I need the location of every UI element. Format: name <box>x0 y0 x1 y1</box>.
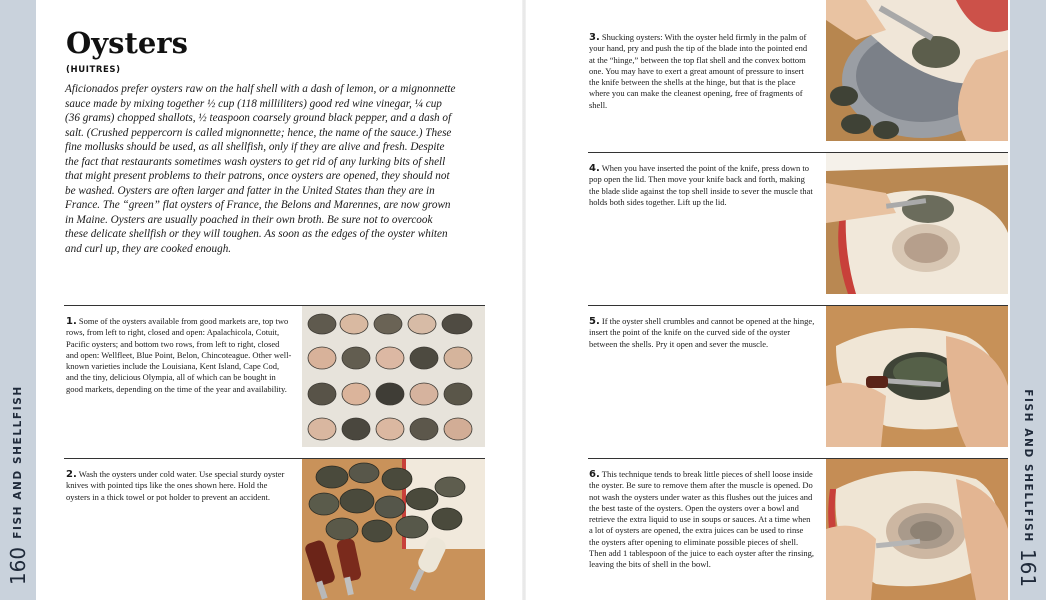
lifting-lid-photo <box>826 153 1008 294</box>
side-entry-photo <box>826 306 1008 447</box>
step-1-number: 1. <box>66 316 77 327</box>
oysters-and-knives-photo <box>302 459 485 600</box>
step-6 <box>589 469 815 571</box>
recipe-title: Oysters <box>66 26 188 60</box>
section-label-left: FISH AND SHELLFISH <box>12 385 24 539</box>
opened-oyster-photo <box>826 459 1008 600</box>
step-2-text: Wash the oysters under cold water. Use special sturdy oyster knives with pointed tips like the ones shown here. Hold the oysters in a thick towel or pot holder to prevent an accident. <box>66 469 285 502</box>
step-5-text: If the oyster shell crumbles and cannot be opened at the hinge, insert the point of the knife on the curved side of the oyster between the shells. Pry it open and sever the muscle. <box>589 316 815 349</box>
oyster-varieties-photo <box>302 306 485 447</box>
step-2 <box>66 469 292 503</box>
step-4 <box>589 163 815 208</box>
step-3 <box>589 32 815 111</box>
step-1 <box>66 316 292 395</box>
section-label-right: FISH AND SHELLFISH <box>1022 389 1034 543</box>
step-5 <box>589 316 815 350</box>
step-6-number: 6. <box>589 469 600 480</box>
step-3-number: 3. <box>589 32 600 43</box>
page-number-right: 161 <box>1016 548 1040 588</box>
step-3-text: Shucking oysters: With the oyster held firmly in the palm of your hand, pry and push the tip of the blade into the pointed end at the “hinge,” between the top flat shell and the convex bottom one. You may have to exert a great amount of pressure to insert the knife between the shells at the hinge, but that is the place where you can make the cleanest opening, free of fragments of shell. <box>589 32 808 110</box>
step-2-number: 2. <box>66 469 77 480</box>
page-number-left: 160 <box>6 546 30 586</box>
step-1-text: Some of the oysters available from good markets are, top two rows, from left to right, closed and open: Apalachicola, Cotuit, Pacific oysters; and bottom two rows, from left to right, closed and open: Wellfleet, Blue Point, Belon, Chincoteague. Other well-known varieties include the Louisiana, Kent Island, Cape Cod, and the tiny, delicious Olympia, all of which can be bought in good markets, depending on the time of the year and availability. <box>66 316 292 394</box>
shucking-hinge-photo <box>826 0 1008 141</box>
intro-paragraph: Aficionados prefer oysters raw on the half shell with a dash of lemon, or a mignonnette sauce made by mixing together ½ cup (118 milliliters) good red wine vinegar, ¼ cup (36 grams) chopped shallots, ½ teaspoon coarsely ground black pepper, and a dash of salt. (Crushed peppercorn is called mignonnette; hence, the name of the sauce.) These fine mollusks should be used, as all shellfish, only if they are alive and fresh. Despite the fact that restaurants sometimes wash oysters to get rid of any lurking bits of shell that might present problems to their patrons, once oysters are opened, they should not be washed. Oysters are often larger and fatter in the United States than they are in France. The “green” flat oysters of France, the Belons and Marennes, are now grown in Maine. Oysters are usually poached in their own broth. Be sure not to overcook these delicate shellfish or they will toughen. As soon as the edges of the oyster whiten and curl up, they are cooked enough. <box>65 83 456 255</box>
book-gutter <box>522 0 526 600</box>
step-6-text: This technique tends to break little pieces of shell loose inside the oyster. Be sure to remove them after the muscle is opened. Do not wash the oysters under water as this flushes out the juices and the best taste of the oysters. Open the oysters over a bowl and retrieve the extra liquid to use in soups or sauces. At a time when a lot of oysters are opened, the extra juices can be used to rinse the oysters after opening to eliminate possible pieces of shell. Then add 1 tablespoon of the juice to each oyster after the rinsing, leaving the bits of shell in the bowl. <box>589 469 814 570</box>
step-5-number: 5. <box>589 316 600 327</box>
step-4-number: 4. <box>589 163 600 174</box>
step-4-text: When you have inserted the point of the knife, press down to pop open the lid. Then move your knife back and forth, making the blade slide against the top shell inside to sever the muscle that holds both sides together. Lift up the lid. <box>589 163 813 207</box>
recipe-subtitle: (HUITRES) <box>66 65 121 75</box>
